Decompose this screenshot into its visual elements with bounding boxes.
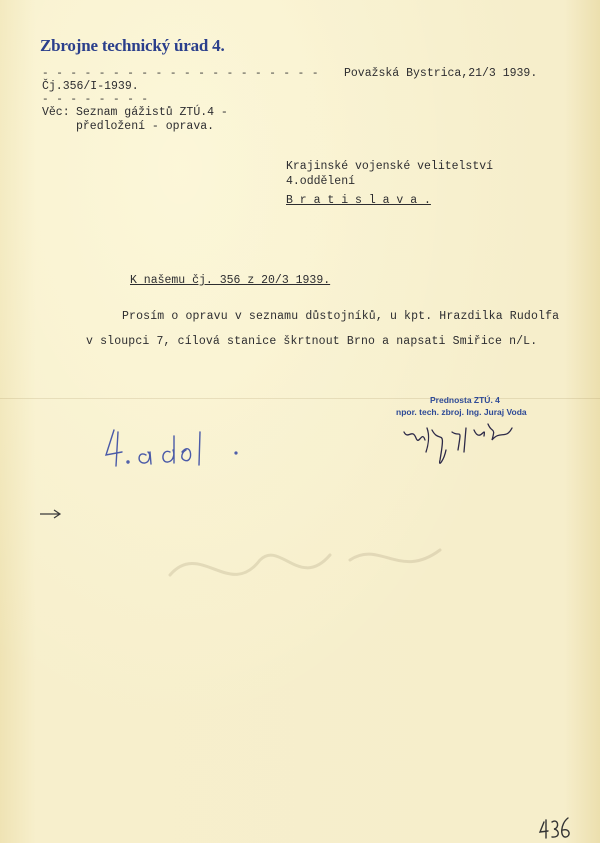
subject-line-1: Seznam gážistů ZTÚ.4 - <box>76 106 228 119</box>
signature-title: Prednosta ZTÚ. 4 <box>430 395 500 405</box>
body-line-1: Prosím o opravu v seznamu důstojníků, u kpt. Hrazdilka Rudolfa <box>122 310 560 323</box>
recipient-line-2: 4.oddělení <box>286 175 356 188</box>
recipient-city: B r a t i s l a v a . <box>286 194 431 207</box>
reference-number: Čj.356/I-1939. <box>42 80 139 93</box>
place-date: Považská Bystrica,21/3 1939. <box>344 67 538 80</box>
subject-line-2: předložení - oprava. <box>76 120 215 133</box>
signature <box>404 424 512 463</box>
letter-reference: K našemu čj. 356 z 20/3 1939. <box>130 274 331 287</box>
dashed-rule-top: - - - - - - - - - - - - - - - - - - - - <box>42 68 319 80</box>
margin-mark <box>40 510 60 518</box>
bleed-through-marks <box>170 550 440 575</box>
signature-name: npor. tech. zbroj. Ing. Juraj Voda <box>396 407 527 417</box>
body-line-2: v sloupci 7, cílová stanice škrtnout Brno a napsati Smiřice n/L. <box>86 335 538 348</box>
page-number <box>540 818 569 838</box>
recipient-line-1: Krajinské vojenské velitelství <box>286 160 494 173</box>
dashed-rule-bottom: - - - - - - - - <box>42 94 149 106</box>
office-stamp: Zbrojne technický úrad 4. <box>40 36 225 55</box>
subject-label: Věc: <box>42 106 70 119</box>
handwritten-note <box>106 430 237 466</box>
